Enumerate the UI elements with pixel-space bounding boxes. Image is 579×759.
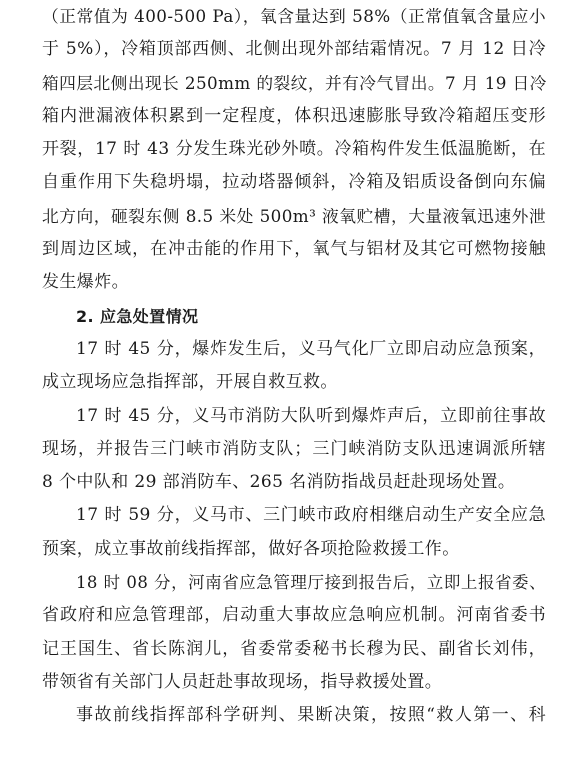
text-line: 北方向，砸裂东侧 8.5 米处 500m³ 液氧贮槽，大量液氧迅速外泄 <box>42 205 546 226</box>
text-line: 省政府和应急管理部，启动重大事故应急响应机制。河南省委书 <box>42 605 546 626</box>
document-body <box>42 0 546 733</box>
text-line: 带领省有关部门人员赶赴事故现场，指导救援处置。 <box>42 671 443 692</box>
section-heading: 2. 应急处置情况 <box>76 306 199 326</box>
text-line: 自重作用下失稳坍塌，拉动塔器倾斜，冷箱及铝质设备倒向东偏 <box>42 172 546 193</box>
text-line: （正常值为 400-500 Pa），氧含量达到 58%（正常值氧含量应小 <box>42 6 546 26</box>
text-line: 事故前线指挥部科学研判、果断决策，按照“救人第一、科 <box>76 705 546 726</box>
text-line: 现场，并报告三门峡市消防支队；三门峡消防支队迅速调派所辖 <box>42 438 546 459</box>
text-line: 18 时 08 分，河南省应急管理厅接到报告后，立即上报省委、 <box>76 573 546 593</box>
text-line: 到周边区域，在冲击能的作用下，氧气与铝材及其它可燃物接触 <box>42 239 546 260</box>
text-line: 17 时 45 分，义马市消防大队听到爆炸声后，立即前往事故 <box>76 405 546 426</box>
text-line: 于 5%），冷箱顶部西侧、北侧出现外部结霜情况。7 月 12 日冷 <box>42 39 546 60</box>
text-line: 记王国生、省长陈润儿，省委常委秘书长穆为民、副省长刘伟， <box>42 638 546 659</box>
text-line: 箱内泄漏液体积累到一定程度，体积迅速膨胀导致冷箱超压变形 <box>42 105 546 126</box>
text-line: 箱四层北侧出现长 250mm 的裂纹，并有冷气冒出。7 月 19 日冷 <box>42 72 547 93</box>
text-line: 预案，成立事故前线指挥部，做好各项抢险救援工作。 <box>42 538 460 559</box>
text-line: 成立现场应急指挥部，开展自救互救。 <box>42 372 338 393</box>
text-line: 17 时 45 分，爆炸发生后，义马气化厂立即启动应急预案， <box>76 338 546 359</box>
text-line: 开裂，17 时 43 分发生珠光砂外喷。冷箱构件发生低温脆断，在 <box>42 139 546 160</box>
text-line: 8 个中队和 29 部消防车、265 名消防指战员赶赴现场处置。 <box>42 472 516 493</box>
text-line: 17 时 59 分，义马市、三门峡市政府相继启动生产安全应急 <box>76 505 546 526</box>
text-line: 发生爆炸。 <box>42 272 129 293</box>
